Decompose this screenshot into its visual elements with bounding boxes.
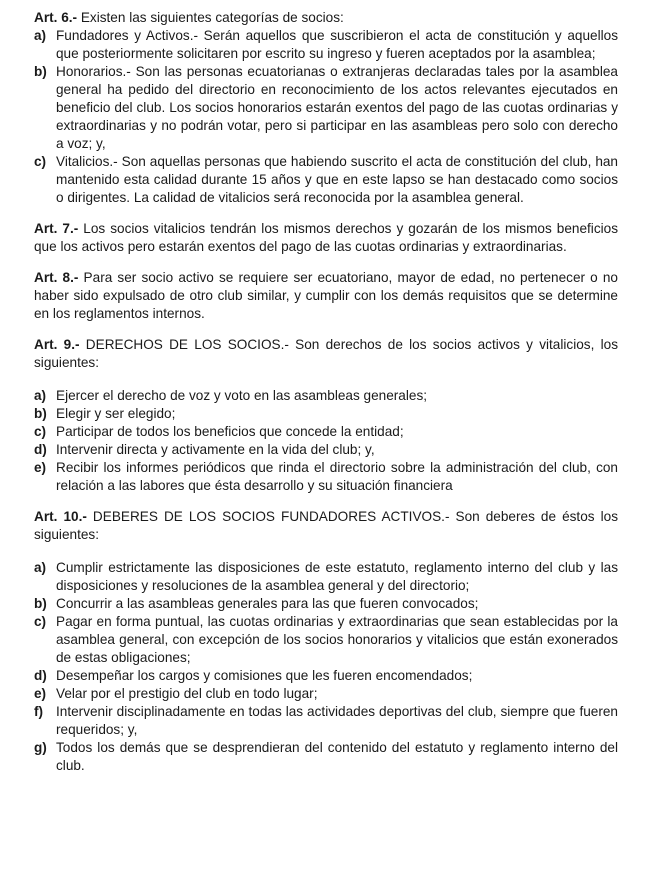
list-item — [34, 739, 618, 775]
item-letter: c) — [34, 614, 47, 629]
article-number: Art. 9.- — [34, 337, 80, 352]
list-item — [34, 153, 618, 207]
list-item — [34, 613, 618, 667]
article-8 — [34, 269, 618, 323]
article-number: Art. 7.- — [34, 221, 79, 236]
item-letter: e) — [34, 460, 47, 475]
item-text: Concurrir a las asambleas generales para las que fueren convocados; — [56, 596, 479, 611]
list-item — [34, 667, 618, 685]
list-item — [34, 387, 618, 405]
item-letter: a) — [34, 28, 47, 43]
article-10-list — [34, 559, 618, 775]
article-text: Los socios vitalicios tendrán los mismos derechos y gozarán de los mismos beneficios que los activos pero estarán exentos del pago de las cuotas ordinarias y extraordinarias. — [34, 221, 618, 254]
item-text: Participar de todos los beneficios que concede la entidad; — [56, 424, 404, 439]
item-text: Velar por el prestigio del club en todo lugar; — [56, 686, 318, 701]
list-item — [34, 63, 618, 153]
item-text: Honorarios.- Son las personas ecuatorianas o extranjeras declaradas tales por la asamblea general ha pedido del directorio en reconocimiento de los actos relevantes ejecutados en beneficio del club. Los socios honorarios estarán exentos del pago de las cuotas ordinarias y extraordinarias y no podrán votar, pero si participar en las asambleas pero solo con derecho a voz; y, — [56, 64, 618, 151]
article-6-list — [34, 27, 618, 207]
article-9 — [34, 336, 618, 495]
article-text: DEBERES DE LOS SOCIOS FUNDADORES ACTIVOS.- Son deberes de éstos los siguientes: — [34, 509, 618, 542]
list-item — [34, 595, 618, 613]
article-number: Art. 8.- — [34, 270, 79, 285]
item-letter: c) — [34, 154, 47, 169]
list-item — [34, 405, 618, 423]
item-text: Intervenir directa y activamente en la vida del club; y, — [56, 442, 375, 457]
item-letter: b) — [34, 406, 47, 421]
item-text: Todos los demás que se desprendieran del contenido del estatuto y reglamento interno del club. — [56, 740, 618, 773]
list-item — [34, 703, 618, 739]
article-number: Art. 6.- — [34, 10, 78, 25]
article-7-heading — [34, 220, 618, 256]
item-letter: e) — [34, 686, 47, 701]
article-6-heading — [34, 9, 618, 27]
article-text: Existen las siguientes categorías de socios: — [77, 10, 344, 25]
list-item — [34, 559, 618, 595]
article-number: Art. 10.- — [34, 509, 87, 524]
item-text: Ejercer el derecho de voz y voto en las asambleas generales; — [56, 388, 428, 403]
item-text: Elegir y ser elegido; — [56, 406, 176, 421]
item-text: Recibir los informes periódicos que rinda el directorio sobre la administración del club, con relación a las labores que ésta desarrollo y su situación financiera — [56, 460, 618, 493]
item-letter: f) — [34, 704, 44, 719]
list-item — [34, 423, 618, 441]
article-9-list — [34, 387, 618, 495]
item-text: Desempeñar los cargos y comisiones que les fueren encomendados; — [56, 668, 473, 683]
item-text: Vitalicios.- Son aquellas personas que habiendo suscrito el acta de constitución del club, han mantenido esta calidad durante 15 años y que en este lapso se han destacado como socios o dirigentes. La calidad de vitalicios será reconocida por la asamblea general. — [56, 154, 618, 205]
item-letter: g) — [34, 740, 47, 755]
list-item — [34, 459, 618, 495]
item-text: Fundadores y Activos.- Serán aquellos que suscribieron el acta de constitución y aquellos que posteriormente solicitaren por escrito su ingreso y fueren aceptados por la asamblea; — [56, 28, 618, 61]
article-8-heading — [34, 269, 618, 323]
item-text: Cumplir estrictamente las disposiciones de este estatuto, reglamento interno del club y las disposiciones y resoluciones de la asamblea general y del directorio; — [56, 560, 618, 593]
item-text: Pagar en forma puntual, las cuotas ordinarias y extraordinarias que sean establecidas por la asamblea general, con excepción de los socios honorarios y vitalicios que están exonerados de estas obligaciones; — [56, 614, 618, 665]
item-text: Intervenir disciplinadamente en todas las actividades deportivas del club, siempre que fueren requeridos; y, — [56, 704, 618, 737]
item-letter: a) — [34, 560, 47, 575]
item-letter: d) — [34, 668, 47, 683]
item-letter: b) — [34, 64, 47, 79]
article-10 — [34, 508, 618, 775]
article-10-heading — [34, 508, 618, 544]
article-text: DERECHOS DE LOS SOCIOS.- Son derechos de los socios activos y vitalicios, los siguientes: — [34, 337, 618, 370]
article-9-heading — [34, 336, 618, 372]
item-letter: a) — [34, 388, 47, 403]
article-text: Para ser socio activo se requiere ser ecuatoriano, mayor de edad, no pertenecer o no haber sido expulsado de otro club similar, y cumplir con los demás requisitos que se determine en los reglamentos internos. — [34, 270, 618, 321]
list-item — [34, 441, 618, 459]
article-6 — [34, 9, 618, 207]
article-7 — [34, 220, 618, 256]
list-item — [34, 27, 618, 63]
list-item — [34, 685, 618, 703]
item-letter: b) — [34, 596, 47, 611]
item-letter: c) — [34, 424, 47, 439]
item-letter: d) — [34, 442, 47, 457]
